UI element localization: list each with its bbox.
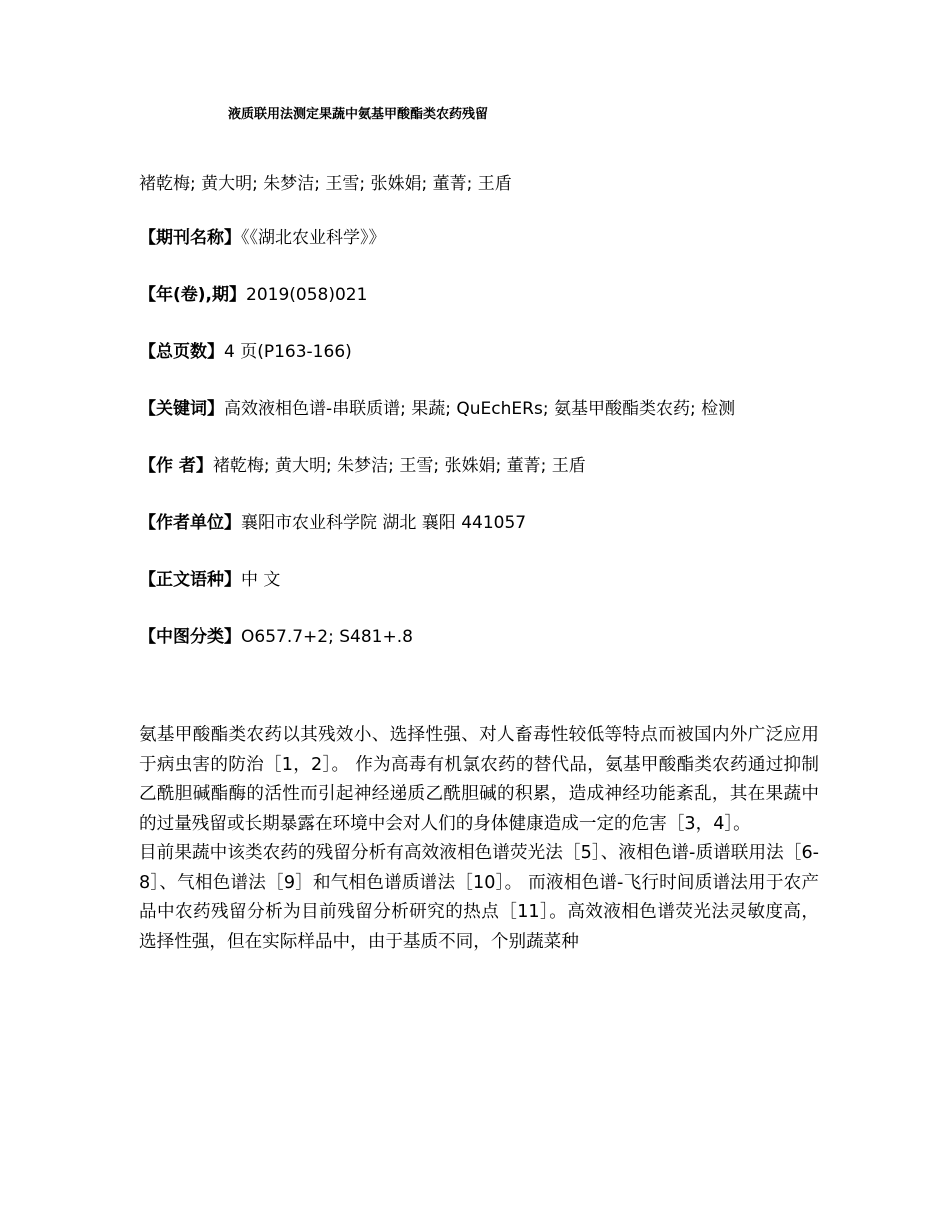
meta-label: 【期刊名称】 <box>139 228 241 248</box>
meta-value: 2019(058)021 <box>246 285 368 305</box>
meta-value: 襄阳市农业科学院 湖北 襄阳 441057 <box>241 513 527 533</box>
meta-value: 4 页(P163-166) <box>224 342 352 362</box>
meta-journal <box>139 226 386 250</box>
document-title: 液质联用法测定果蔬中氨基甲酸酯类农药残留 <box>228 107 489 122</box>
body-text <box>139 721 819 957</box>
meta-label: 【作者单位】 <box>139 513 241 533</box>
meta-value: 高效液相色谱-串联质谱; 果蔬; QuEchERs; 氨基甲酸酯类农药; 检测 <box>224 399 736 419</box>
body-paragraph: 氨基甲酸酯类农药以其残效小、选择性强、对人畜毒性较低等特点而被国内外广泛应用于病虫害的防治［1，2］。 作为高毒有机氯农药的替代品，氨基甲酸酯类农药通过抑制乙酰胆碱酯酶的活性而引起神经递质乙酰胆碱的积累，造成神经功能紊乱，其在果蔬中的过量残留或长期暴露在环境中会对人们的身体健康造成一定的危害［3，4］。 <box>139 725 819 834</box>
meta-authors <box>139 454 586 478</box>
meta-value: 《《湖北农业科学》》 <box>241 228 386 248</box>
author-list: 褚乾梅; 黄大明; 朱梦洁; 王雪; 张姝娟; 董菁; 王盾 <box>139 174 512 194</box>
meta-year-volume-issue <box>139 283 367 307</box>
body-paragraph: 目前果蔬中该类农药的残留分析有高效液相色谱荧光法［5］、液相色谱-质谱联用法［6-8］、气相色谱法［9］和气相色谱质谱法［10］。 而液相色谱-飞行时间质谱法用于农产品中农药残留分析为目前残留分析研究的热点［11］。高效液相色谱荧光法灵敏度高，选择性强，但在实际样品中，由于基质不同，个别蔬菜种 <box>139 843 819 952</box>
meta-label: 【作 者】 <box>139 456 213 476</box>
meta-keywords <box>139 397 735 421</box>
meta-label: 【中图分类】 <box>139 627 241 647</box>
meta-value: 中 文 <box>241 570 281 590</box>
meta-value: 褚乾梅; 黄大明; 朱梦洁; 王雪; 张姝娟; 董菁; 王盾 <box>212 456 586 476</box>
meta-label: 【关键词】 <box>139 399 224 419</box>
meta-classification <box>139 625 413 649</box>
meta-page-count <box>139 340 352 364</box>
meta-affiliation <box>139 511 526 535</box>
meta-language <box>139 568 280 592</box>
meta-label: 【正文语种】 <box>139 570 241 590</box>
meta-label: 【总页数】 <box>139 342 224 362</box>
meta-label: 【年(卷),期】 <box>139 285 246 305</box>
meta-value: O657.7+2; S481+.8 <box>241 627 413 647</box>
